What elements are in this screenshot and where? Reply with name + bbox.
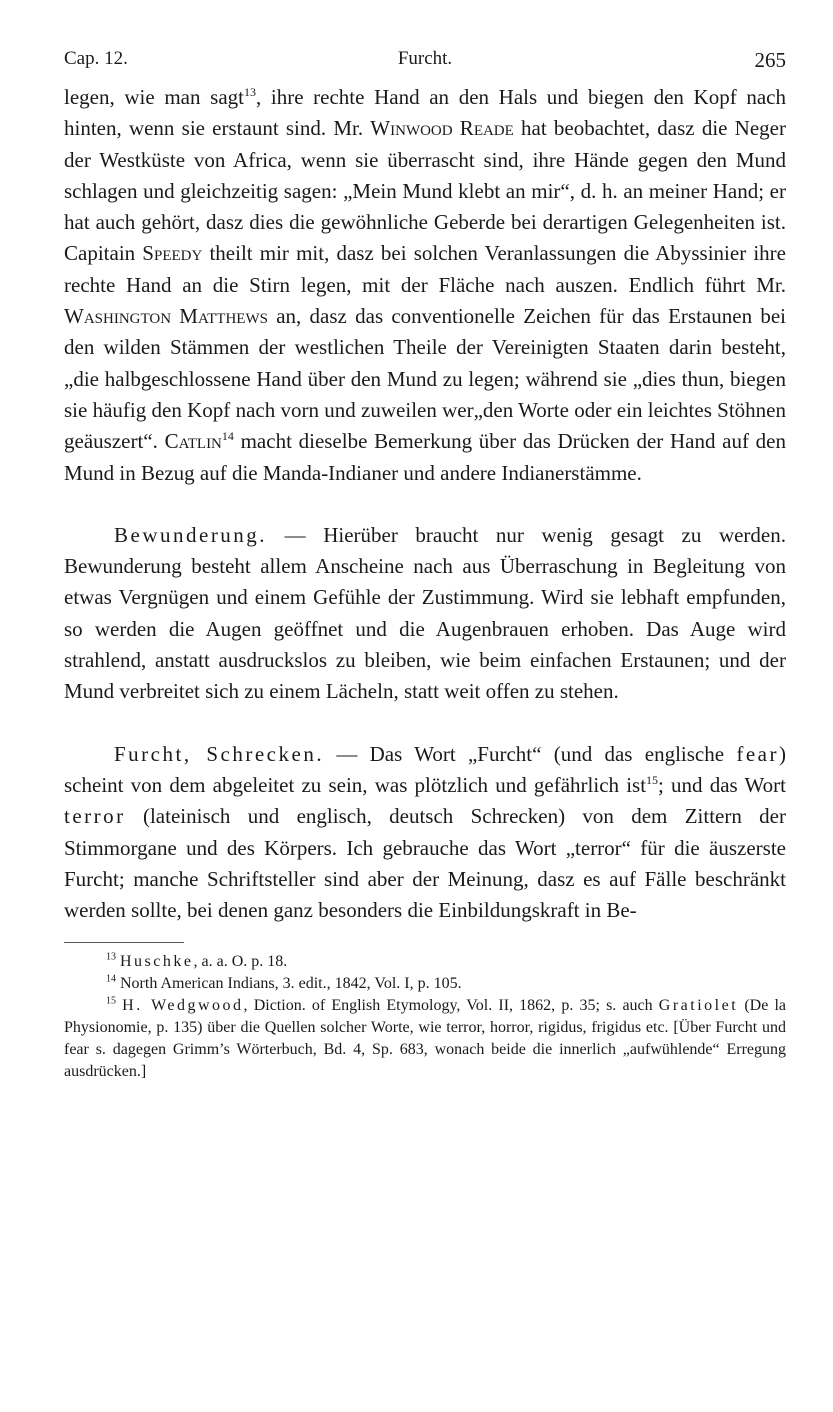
- footnote-text: (De la Physionomie, p. 135) über die Quellen solcher Worte, wie terror, horror, rigidus, frigidus etc. [Über Furcht und fear s. dagegen Grimm’s Wörterbuch, Bd. 4, Sp. 683, wonach beide die innerlich „aufwühlende“ Erregung ausdrücken.]: [64, 997, 786, 1081]
- running-header: [64, 48, 786, 78]
- page-title: Furcht.: [397, 48, 453, 69]
- paragraph-surprise-gestures: [64, 82, 786, 489]
- person-name-matthews: Washington Matthews: [64, 304, 268, 329]
- footnote-14: [64, 973, 786, 995]
- word-fear: fear: [736, 741, 779, 766]
- text-run: (lateinisch und englisch, deutsch Schrecken) von dem Zittern der Stimmorgane und des Körpers. Ich gebrauche das Wort „terror“ für die äuszerste Furcht; manche Schriftsteller sind aber der Meinung, dasz es auf Fälle beschränkt werden sollte, bei denen ganz besonders die Einbildungskraft in Be-: [64, 804, 786, 923]
- text-run: an, dasz das conventionelle Zeichen für das Erstaunen bei den wilden Stämmen der westlichen Theile der Vereinigten Staaten darin besteht, „die halbgeschlossene Hand über den Mund zu legen; während sie „dies thun, biegen sie häufig den Kopf nach vorn und zuweilen wer„den Worte oder ein leichtes Stöhnen geäuszert“.: [64, 304, 786, 454]
- paragraph-gap: [64, 489, 786, 520]
- page-number: 265: [754, 48, 786, 72]
- footnote-number: 15: [106, 996, 116, 1008]
- footnote-ref-14: 14: [221, 429, 234, 444]
- footnote-text: , a. a. O. p. 18.: [193, 953, 288, 971]
- main-text: [64, 82, 786, 926]
- word-terror: terror: [64, 804, 126, 829]
- book-page: [64, 48, 786, 1083]
- text-run: ) scheint von dem abgeleitet zu sein, was plötzlich und gefährlich ist: [64, 741, 786, 797]
- footnote-number: 14: [106, 974, 116, 986]
- footnote-15: [64, 995, 786, 1083]
- text-run: legen, wie man sagt: [64, 85, 244, 109]
- footnote-text: , Diction. of English Etymology, Vol. II, 1862, p. 35; s. auch: [243, 997, 659, 1015]
- person-name-speedy: Speedy: [142, 241, 203, 266]
- paragraph-gap: [64, 708, 786, 739]
- footnote-ref-13: 13: [243, 85, 256, 99]
- footnote-number: 13: [106, 952, 116, 964]
- footnote-author: H. Wedgwood: [122, 997, 244, 1015]
- footnote-author: Huschke: [120, 953, 194, 971]
- footnote-divider: [64, 942, 184, 943]
- footnotes: [64, 951, 786, 1083]
- chapter-label: Cap. 12.: [64, 48, 128, 69]
- paragraph-bewunderung: [64, 520, 786, 708]
- text-run: ; und das Wort: [658, 772, 786, 797]
- text-run: , ihre rechte Hand an den Hals und biegen den Kopf nach hinten, wenn sie erstaunt sind. Mr.: [64, 85, 786, 141]
- text-run: — Das Wort „Furcht“ (und das englische: [324, 741, 737, 766]
- person-name-reade: Winwood Reade: [370, 116, 514, 141]
- person-name-catlin: Catlin: [164, 429, 222, 454]
- text-run: hat beobachtet, dasz die Neger der Westküste von Africa, wenn sie überrascht sind, ihre Hände gegen den Mund schlagen und gleichzeitig sagen: „Mein Mund klebt an mir“, d. h. an meiner Hand; er hat auch gehört, dasz dies die gewöhnliche Geberde bei derartigen Gelegenheiten ist. Capitain: [64, 116, 786, 266]
- text-run: — Hierüber braucht nur wenig gesagt zu werden. Bewunderung besteht allem Anscheine nach aus Überraschung in Begleitung von etwas Vergnügen und einem Gefühle der Zustimmung. Wird sie lebhaft empfunden, so werden die Augen geöffnet und die Augenbrauen erhoben. Das Auge wird strahlend, anstatt ausdruckslos zu bleiben, wie beim einfachen Erstaunen; und der Mund verbreitet sich zu einem Lächeln, statt weit offen zu stehen.: [64, 522, 786, 704]
- section-term-furcht: Furcht, Schrecken.: [114, 741, 325, 766]
- section-term-bewunderung: Bewunderung.: [114, 522, 268, 547]
- paragraph-furcht: [64, 739, 786, 927]
- text-run: theilt mir mit, dasz bei solchen Veranlassungen die Abyssinier ihre rechte Hand an die Stirn legen, mit der Fläche nach auszen. Endlich führt Mr.: [64, 241, 786, 297]
- footnote-13: [64, 951, 786, 973]
- footnote-ref-15: 15: [646, 772, 659, 787]
- footnote-text: North American Indians, 3. edit., 1842, Vol. I, p. 105.: [120, 975, 462, 993]
- footnote-author: Gratiolet: [658, 997, 739, 1015]
- text-run: macht dieselbe Bemerkung über das Drücken der Hand auf den Mund in Bezug auf die Manda-Indianer und andere Indianerstämme.: [64, 429, 786, 485]
